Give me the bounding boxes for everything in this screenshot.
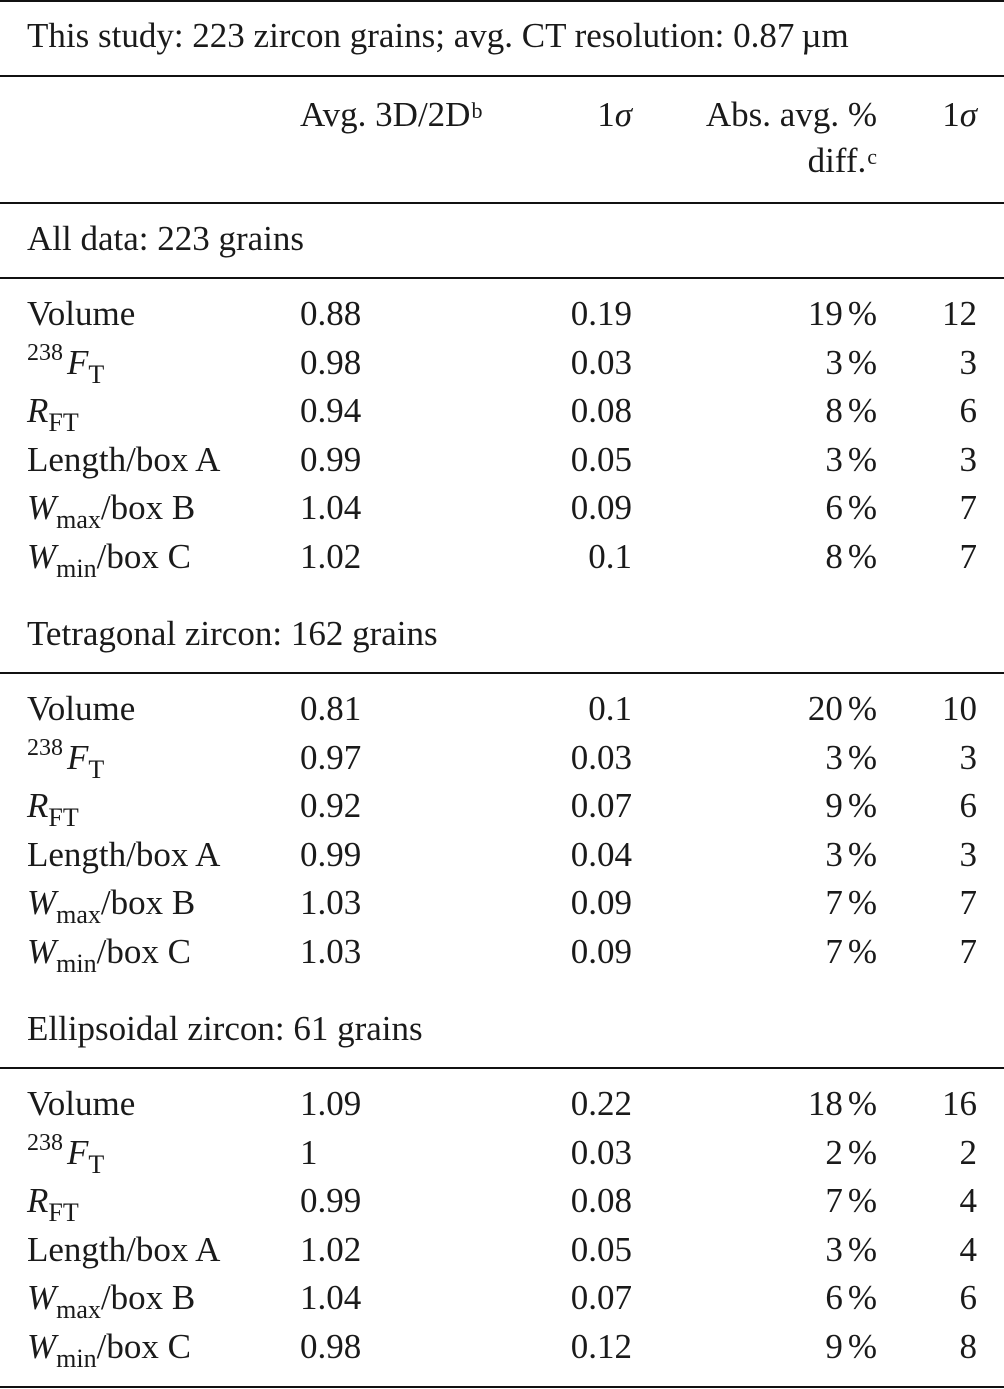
cell-abs-diff-value: 3 — [825, 342, 843, 382]
cell-sigma: 0.05 — [570, 1229, 632, 1269]
cell-abs-diff — [825, 436, 877, 484]
label-ft-sup: 238 — [27, 339, 63, 366]
cell-sigma: 0.03 — [570, 1132, 632, 1172]
header-ratio-label: Avg. 3D/2D — [300, 95, 471, 134]
row-label — [27, 782, 79, 833]
table-row-wmin — [0, 533, 1004, 581]
cell-ratio: 0.92 — [300, 786, 362, 826]
header-sigma-2-num: 1 — [942, 95, 960, 134]
label-ft-sup: 238 — [27, 734, 63, 761]
cell-sigma-2: 3 — [959, 737, 977, 777]
section-title: Tetragonal zircon: 162 grains — [27, 614, 438, 653]
cell-sigma: 0.1 — [588, 537, 632, 576]
cell-sigma: 0.03 — [570, 737, 632, 777]
row-label — [27, 1274, 195, 1325]
label-wmin-tail: /box C — [96, 1327, 191, 1366]
cell-sigma-2: 7 — [959, 932, 977, 971]
header-abs-diff-line1: Abs. avg. % — [705, 95, 877, 134]
cell-ratio: 1.03 — [300, 932, 362, 971]
percent-sign: % — [847, 1181, 877, 1221]
cell-abs-diff — [825, 1323, 877, 1371]
bottom-rule — [0, 1386, 1004, 1388]
header-abs-diff — [706, 92, 877, 184]
label-length: Length/box A — [27, 1229, 221, 1269]
cell-ratio: 0.98 — [300, 1327, 362, 1366]
row-label — [27, 1080, 135, 1128]
cell-ratio: 1.04 — [300, 488, 362, 528]
label-ft-sub: T — [88, 754, 105, 784]
table-row-wmax — [0, 1274, 1004, 1325]
percent-sign: % — [847, 1084, 877, 1123]
percent-sign: % — [847, 1327, 877, 1366]
row-label — [27, 1226, 220, 1274]
cell-abs-diff — [825, 484, 877, 532]
row-label — [27, 879, 195, 930]
cell-ratio: 0.99 — [300, 1181, 362, 1221]
percent-sign: % — [847, 1278, 877, 1318]
row-label — [27, 1177, 79, 1228]
row-label — [27, 484, 195, 535]
table-row-volume — [0, 1080, 1004, 1128]
percent-sign: % — [847, 488, 877, 528]
label-rft-main: R — [27, 786, 49, 826]
cell-ratio: 0.98 — [300, 342, 362, 382]
section-rule — [0, 1067, 1004, 1069]
cell-ratio: 1.04 — [300, 1278, 362, 1318]
label-volume: Volume — [27, 1084, 136, 1123]
cell-abs-diff-value: 18 — [807, 1084, 843, 1123]
row-label — [27, 387, 79, 438]
cell-sigma-2: 4 — [959, 1181, 977, 1221]
label-wmax-tail: /box B — [100, 1278, 196, 1318]
percent-sign: % — [847, 737, 877, 777]
cell-abs-diff-value: 7 — [825, 1181, 843, 1221]
cell-sigma: 0.09 — [570, 488, 632, 528]
cell-sigma-2: 16 — [942, 1084, 977, 1123]
header-sigma-1-sym: σ — [614, 95, 632, 134]
percent-sign: % — [847, 834, 877, 874]
cell-abs-diff — [825, 1226, 877, 1274]
header-abs-diff-note: c — [867, 144, 877, 169]
label-wmax-sub: max — [56, 505, 101, 535]
cell-sigma: 0.04 — [570, 834, 632, 874]
cell-abs-diff-value: 3 — [825, 1229, 843, 1269]
cell-sigma-2: 12 — [942, 294, 977, 333]
cell-sigma-2: 7 — [959, 883, 977, 923]
table-row-rft — [0, 782, 1004, 833]
header-sigma-2 — [942, 92, 977, 138]
percent-sign: % — [847, 883, 877, 923]
cell-ratio: 1.02 — [300, 1229, 362, 1269]
cell-sigma-2: 3 — [959, 834, 977, 874]
top-rule — [0, 0, 1004, 2]
percent-sign: % — [847, 537, 877, 576]
table-row-volume — [0, 685, 1004, 733]
cell-sigma: 0.22 — [570, 1084, 632, 1123]
cell-sigma: 0.07 — [570, 1278, 632, 1318]
cell-abs-diff-value: 3 — [825, 439, 843, 479]
cell-abs-diff — [825, 339, 877, 387]
cell-sigma: 0.05 — [570, 439, 632, 479]
cell-sigma-2: 10 — [942, 689, 977, 728]
cell-sigma: 0.08 — [570, 391, 632, 431]
cell-sigma: 0.09 — [570, 883, 632, 923]
cell-abs-diff — [825, 1129, 877, 1177]
row-label — [27, 734, 104, 786]
cell-abs-diff — [825, 387, 877, 435]
cell-ratio: 0.97 — [300, 737, 362, 777]
header-sigma-1-num: 1 — [597, 95, 615, 134]
cell-abs-diff — [808, 1080, 877, 1128]
cell-abs-diff-value: 6 — [825, 1278, 843, 1318]
row-label — [27, 339, 104, 391]
caption-rule — [0, 75, 1004, 77]
cell-ratio: 0.99 — [300, 439, 362, 479]
table-row-ft — [0, 339, 1004, 387]
row-label — [27, 685, 135, 733]
cell-sigma-2: 7 — [959, 488, 977, 528]
label-ft-sub: T — [88, 1149, 105, 1179]
label-wmin-sub: min — [56, 554, 97, 583]
label-rft-sub: FT — [48, 408, 79, 438]
label-wmax-main: W — [27, 488, 57, 528]
cell-abs-diff-value: 8 — [825, 391, 843, 431]
table-caption: This study: 223 zircon grains; avg. CT resolution: 0.87 µm — [27, 16, 849, 55]
cell-sigma: 0.19 — [570, 294, 632, 333]
cell-abs-diff — [825, 734, 877, 782]
label-wmax-tail: /box B — [100, 883, 196, 923]
table-row-wmin — [0, 928, 1004, 976]
label-ft-sup: 238 — [27, 1129, 63, 1156]
cell-abs-diff — [825, 782, 877, 830]
table-row-length — [0, 1226, 1004, 1274]
cell-abs-diff-value: 2 — [825, 1132, 843, 1172]
cell-abs-diff — [808, 290, 877, 338]
cell-ratio: 1.02 — [300, 537, 362, 576]
percent-sign: % — [847, 294, 877, 333]
cell-sigma-2: 4 — [959, 1229, 977, 1269]
cell-ratio: 0.94 — [300, 391, 362, 431]
label-ft-main: F — [67, 737, 89, 777]
row-label — [27, 290, 135, 338]
cell-sigma-2: 3 — [959, 342, 977, 382]
label-ft-sub: T — [88, 359, 105, 389]
cell-abs-diff — [825, 1177, 877, 1225]
table-row-wmax — [0, 484, 1004, 535]
table-row-rft — [0, 1177, 1004, 1228]
table-row-length — [0, 436, 1004, 484]
percent-sign: % — [847, 932, 877, 971]
table-row-wmin — [0, 1323, 1004, 1371]
row-label — [27, 436, 220, 484]
cell-ratio: 1 — [300, 1132, 318, 1172]
label-length: Length/box A — [27, 439, 221, 479]
cell-sigma: 0.1 — [588, 689, 632, 728]
header-ratio — [300, 92, 482, 138]
cell-sigma-2: 6 — [959, 1278, 977, 1318]
cell-abs-diff-value: 3 — [825, 834, 843, 874]
row-label — [27, 928, 191, 979]
table-row-rft — [0, 387, 1004, 438]
percent-sign: % — [847, 1132, 877, 1172]
cell-sigma: 0.08 — [570, 1181, 632, 1221]
label-ft-main: F — [67, 342, 89, 382]
label-rft-main: R — [27, 1181, 49, 1221]
percent-sign: % — [847, 391, 877, 431]
label-wmax-sub: max — [56, 1295, 101, 1325]
section-rule — [0, 672, 1004, 674]
cell-abs-diff-value: 9 — [825, 1327, 843, 1366]
label-wmax-sub: max — [56, 900, 101, 930]
percent-sign: % — [847, 1229, 877, 1269]
cell-abs-diff-value: 8 — [825, 537, 843, 576]
cell-abs-diff — [825, 928, 877, 976]
table-row-ft — [0, 1129, 1004, 1177]
label-rft-main: R — [27, 391, 49, 431]
cell-ratio: 0.88 — [300, 294, 362, 333]
percent-sign: % — [847, 786, 877, 826]
cell-abs-diff-value: 20 — [807, 689, 843, 728]
label-ft-main: F — [67, 1132, 89, 1172]
cell-ratio: 1.03 — [300, 883, 362, 923]
label-wmin-main: W — [27, 537, 57, 576]
cell-sigma: 0.09 — [570, 932, 632, 971]
percent-sign: % — [847, 439, 877, 479]
label-wmax-tail: /box B — [100, 488, 196, 528]
percent-sign: % — [847, 342, 877, 382]
section-title: Ellipsoidal zircon: 61 grains — [27, 1009, 423, 1048]
label-wmin-main: W — [27, 932, 57, 971]
table-row-length — [0, 831, 1004, 879]
header-rule — [0, 202, 1004, 204]
cell-abs-diff-value: 9 — [825, 786, 843, 826]
section-title: All data: 223 grains — [27, 219, 305, 258]
cell-abs-diff — [825, 533, 877, 581]
cell-ratio: 0.99 — [300, 834, 362, 874]
cell-sigma-2: 2 — [959, 1132, 977, 1172]
cell-sigma-2: 3 — [959, 439, 977, 479]
cell-abs-diff-value: 19 — [807, 294, 843, 333]
section-rule — [0, 277, 1004, 279]
cell-abs-diff — [825, 831, 877, 879]
cell-abs-diff — [825, 879, 877, 927]
label-wmin-tail: /box C — [96, 932, 191, 971]
label-rft-sub: FT — [48, 803, 79, 833]
label-wmin-sub: min — [56, 949, 97, 978]
row-label — [27, 1129, 104, 1181]
label-wmax-main: W — [27, 1278, 57, 1318]
label-volume: Volume — [27, 294, 136, 333]
label-wmin-sub: min — [56, 1344, 97, 1373]
cell-sigma-2: 8 — [959, 1327, 977, 1366]
cell-abs-diff — [808, 685, 877, 733]
cell-sigma: 0.03 — [570, 342, 632, 382]
cell-abs-diff-value: 7 — [825, 932, 843, 971]
label-wmin-tail: /box C — [96, 537, 191, 576]
cell-sigma-2: 7 — [959, 537, 977, 576]
cell-abs-diff-value: 7 — [825, 883, 843, 923]
cell-ratio: 0.81 — [300, 689, 362, 728]
cell-sigma-2: 6 — [959, 786, 977, 826]
label-volume: Volume — [27, 689, 136, 728]
cell-ratio: 1.09 — [300, 1084, 362, 1123]
cell-sigma: 0.07 — [570, 786, 632, 826]
label-wmax-main: W — [27, 883, 57, 923]
header-sigma-1 — [597, 92, 632, 138]
header-ratio-note: b — [471, 98, 483, 123]
row-label — [27, 533, 191, 584]
cell-sigma-2: 6 — [959, 391, 977, 431]
cell-sigma: 0.12 — [570, 1327, 632, 1366]
row-label — [27, 831, 220, 879]
label-length: Length/box A — [27, 834, 221, 874]
header-sigma-2-sym: σ — [959, 95, 977, 134]
cell-abs-diff-value: 3 — [825, 737, 843, 777]
label-rft-sub: FT — [48, 1198, 79, 1228]
percent-sign: % — [847, 689, 877, 728]
table-row-ft — [0, 734, 1004, 782]
table-row-wmax — [0, 879, 1004, 930]
table-row-volume — [0, 290, 1004, 338]
header-abs-diff-line2: diff. — [807, 141, 867, 180]
row-label — [27, 1323, 191, 1374]
cell-abs-diff — [825, 1274, 877, 1322]
cell-abs-diff-value: 6 — [825, 488, 843, 528]
label-wmin-main: W — [27, 1327, 57, 1366]
